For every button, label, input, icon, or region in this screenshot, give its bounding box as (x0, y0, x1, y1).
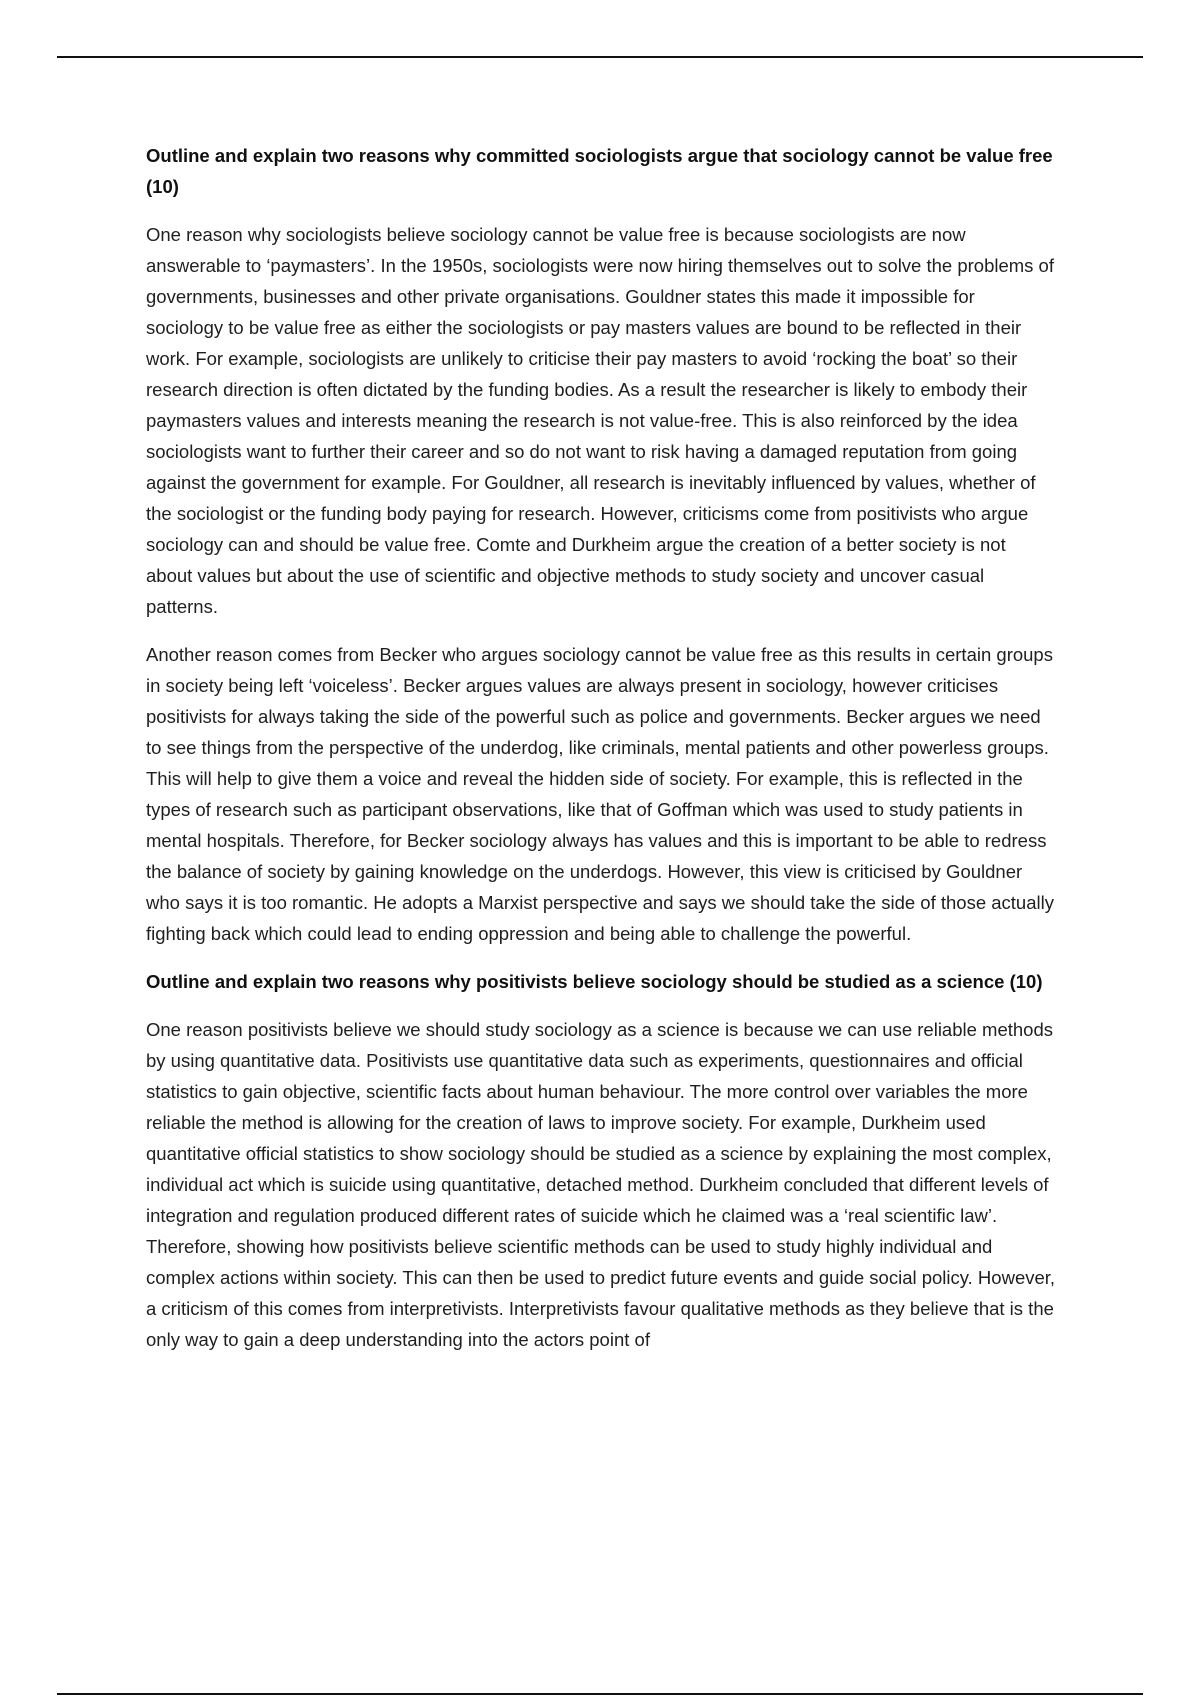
body-paragraph: Another reason comes from Becker who argues sociology cannot be value free as this results in certain groups in society being left ‘voiceless’. Becker argues values are always present in sociology, however criticises positivists for always taking the side of the powerful such as police and governments. Becker argues we need to see things from the perspective of the underdog, like criminals, mental patients and other powerless groups. This will help to give them a voice and reveal the hidden side of society. For example, this is reflected in the types of research such as participant observations, like that of Goffman which was used to study patients in mental hospitals. Therefore, for Becker sociology always has values and this is important to be able to redress the balance of society by gaining knowledge on the underdogs. However, this view is criticised by Gouldner who says it is too romantic. He adopts a Marxist perspective and says we should take the side of those actually fighting back which could lead to ending oppression and being able to challenge the powerful. (146, 644, 1054, 944)
body-paragraph: One reason why sociologists believe sociology cannot be value free is because sociologists are now answerable to ‘paymasters’. In the 1950s, sociologists were now hiring themselves out to solve the problems of governments, businesses and other private organisations. Gouldner states this made it impossible for sociology to be value free as either the sociologists or pay masters values are bound to be reflected in their work. For example, sociologists are unlikely to criticise their pay masters to avoid ‘rocking the boat’ so their research direction is often dictated by the funding bodies. As a result the researcher is likely to embody their paymasters values and interests meaning the research is not value-free. This is also reinforced by the idea sociologists want to further their career and so do not want to risk having a damaged reputation from going against the government for example. For Gouldner, all research is inevitably influenced by values, whether of the sociologist or the funding body paying for research. However, criticisms come from positivists who argue sociology can and should be value free. Comte and Durkheim argue the creation of a better society is not about values but about the use of scientific and objective methods to study society and uncover casual patterns. (146, 224, 1054, 617)
footer-rule (57, 1693, 1143, 1695)
essay-section-positivism (146, 966, 1056, 1355)
document-body (146, 140, 1056, 1372)
section-heading: Outline and explain two reasons why committed sociologists argue that sociology cannot be value free (10) (146, 145, 1053, 197)
section-heading: Outline and explain two reasons why positivists believe sociology should be studied as a science (10) (146, 971, 1043, 992)
header-rule (57, 56, 1143, 58)
body-paragraph: One reason positivists believe we should study sociology as a science is because we can use reliable methods by using quantitative data. Positivists use quantitative data such as experiments, questionnaires and official statistics to gain objective, scientific facts about human behaviour. The more control over variables the more reliable the method is allowing for the creation of laws to improve society. For example, Durkheim used quantitative official statistics to show sociology should be studied as a science by explaining the most complex, individual act which is suicide using quantitative, detached method. Durkheim concluded that different levels of integration and regulation produced different rates of suicide which he claimed was a ‘real scientific law’. Therefore, showing how positivists believe scientific methods can be used to study highly individual and complex actions within society. This can then be used to predict future events and guide social policy. However, a criticism of this comes from interpretivists. Interpretivists favour qualitative methods as they believe that is the only way to gain a deep understanding into the actors point of (146, 1019, 1056, 1350)
essay-section-value-freedom (146, 140, 1056, 949)
